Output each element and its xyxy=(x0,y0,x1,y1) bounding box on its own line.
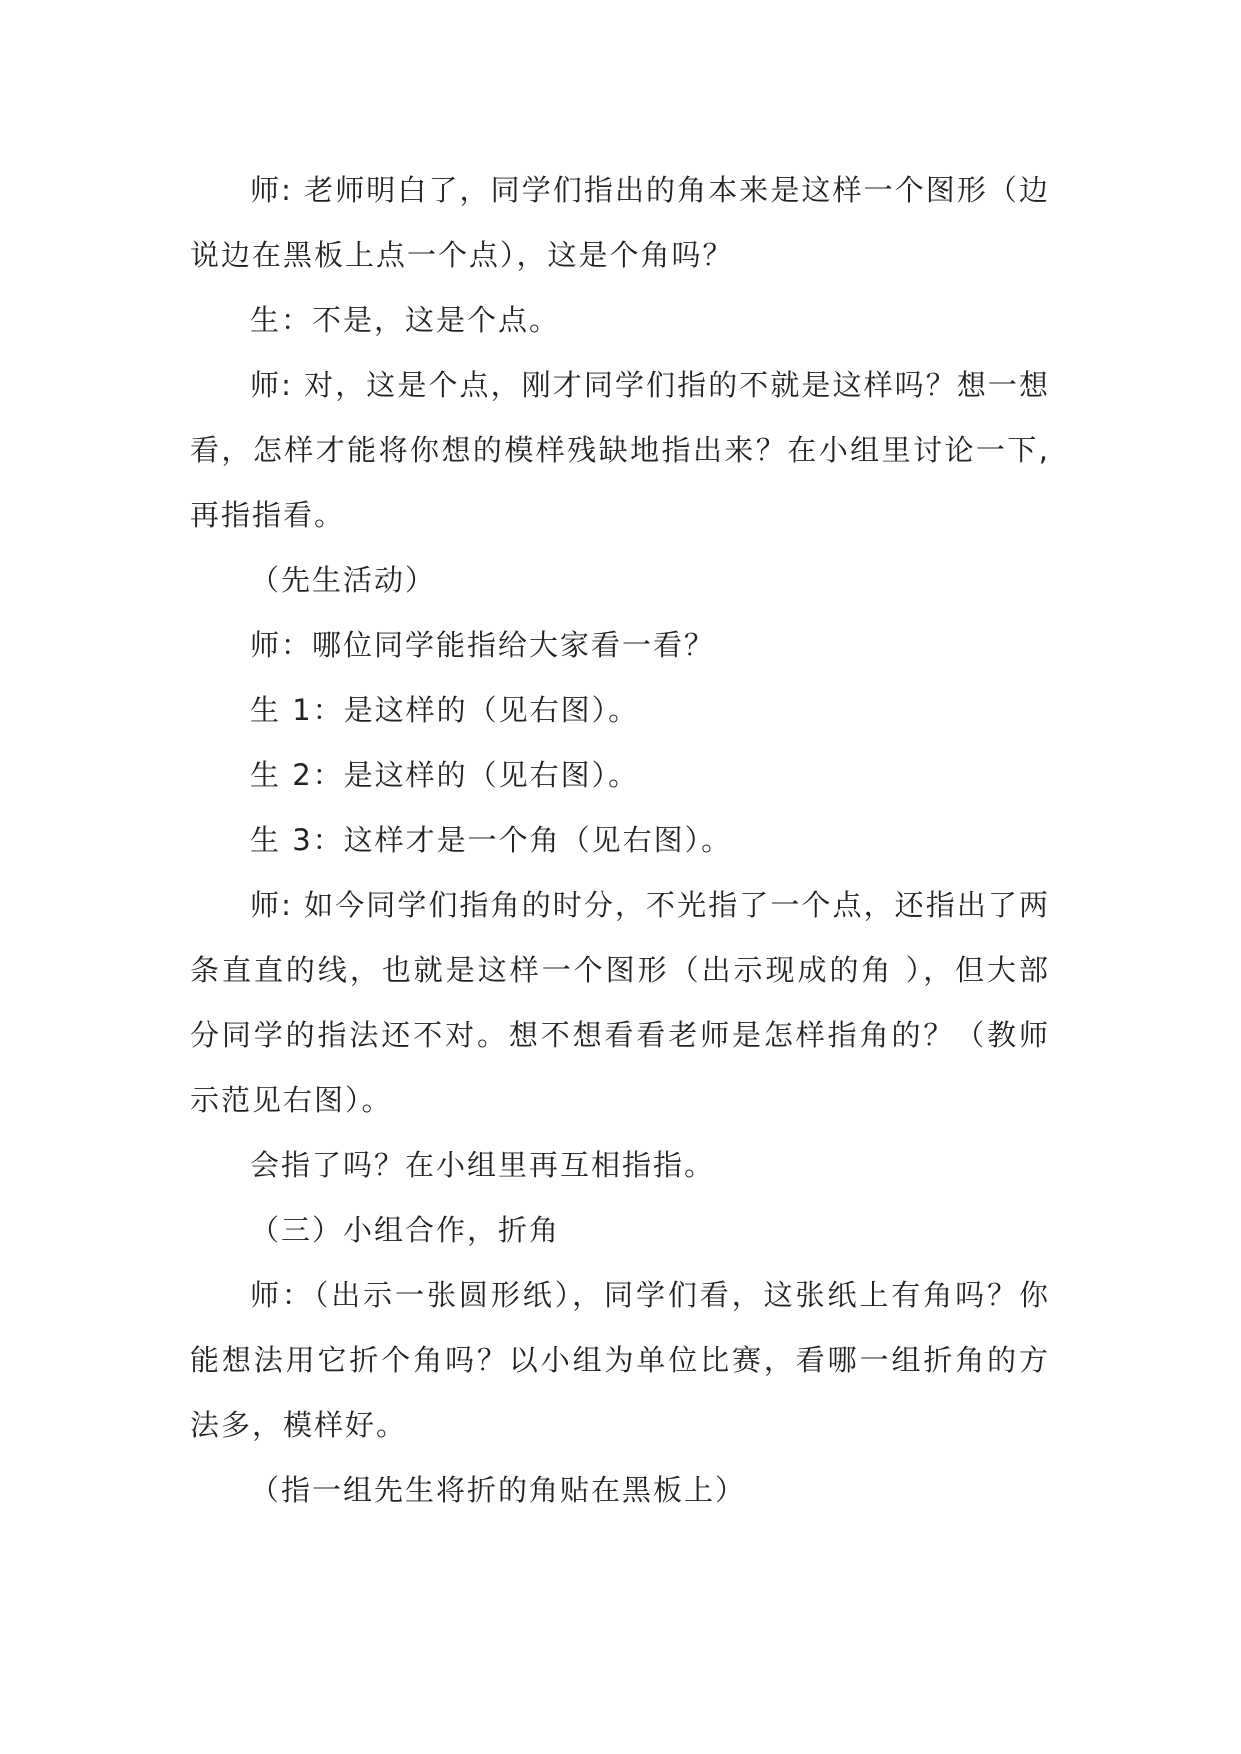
paragraph-student-2: 生 2：是这样的（见右图）。 xyxy=(250,758,640,792)
paragraph-teacher-ask: 师：哪位同学能指给大家看一看？ xyxy=(250,628,716,662)
paragraph-teacher-fold: 师：（出示一张圆形纸），同学们看，这张纸上有角吗？你能想法用它折个角吗？以小组为单位比赛，看哪一组折角的方法多，模样好。 xyxy=(190,1278,1050,1442)
paragraph-teacher-point: 师: 老师明白了，同学们指出的角本来是这样一个图形（边说边在黑板上点一个点），这是个角吗？ xyxy=(190,173,1050,272)
document-body xyxy=(190,158,1050,1523)
paragraph-post-angles: （指一组先生将折的角贴在黑板上） xyxy=(250,1473,747,1507)
paragraph-activity-note: （先生活动） xyxy=(250,563,437,597)
paragraph-group-practice: 会指了吗？在小组里再互相指指。 xyxy=(250,1148,716,1182)
paragraph-student-1: 生 1：是这样的（见右图）。 xyxy=(250,693,640,727)
paragraph-student-point: 生：不是，这是个点。 xyxy=(250,303,561,337)
paragraph-teacher-discuss: 师: 对，这是个点，刚才同学们指的不就是这样吗？想一想看，怎样才能将你想的模样残缺地指出来？在小组里讨论一下,再指指看。 xyxy=(190,368,1050,532)
section-heading: （三）小组合作，折角 xyxy=(250,1213,561,1247)
paragraph-teacher-demo: 师: 如今同学们指角的时分，不光指了一个点，还指出了两条直直的线，也就是这样一个图形（出示现成的角 ），但大部分同学的指法还不对。想不想看看老师是怎样指角的？（教师示范见右图）。 xyxy=(190,888,1050,1117)
paragraph-student-3: 生 3：这样才是一个角（见右图）。 xyxy=(250,823,733,857)
